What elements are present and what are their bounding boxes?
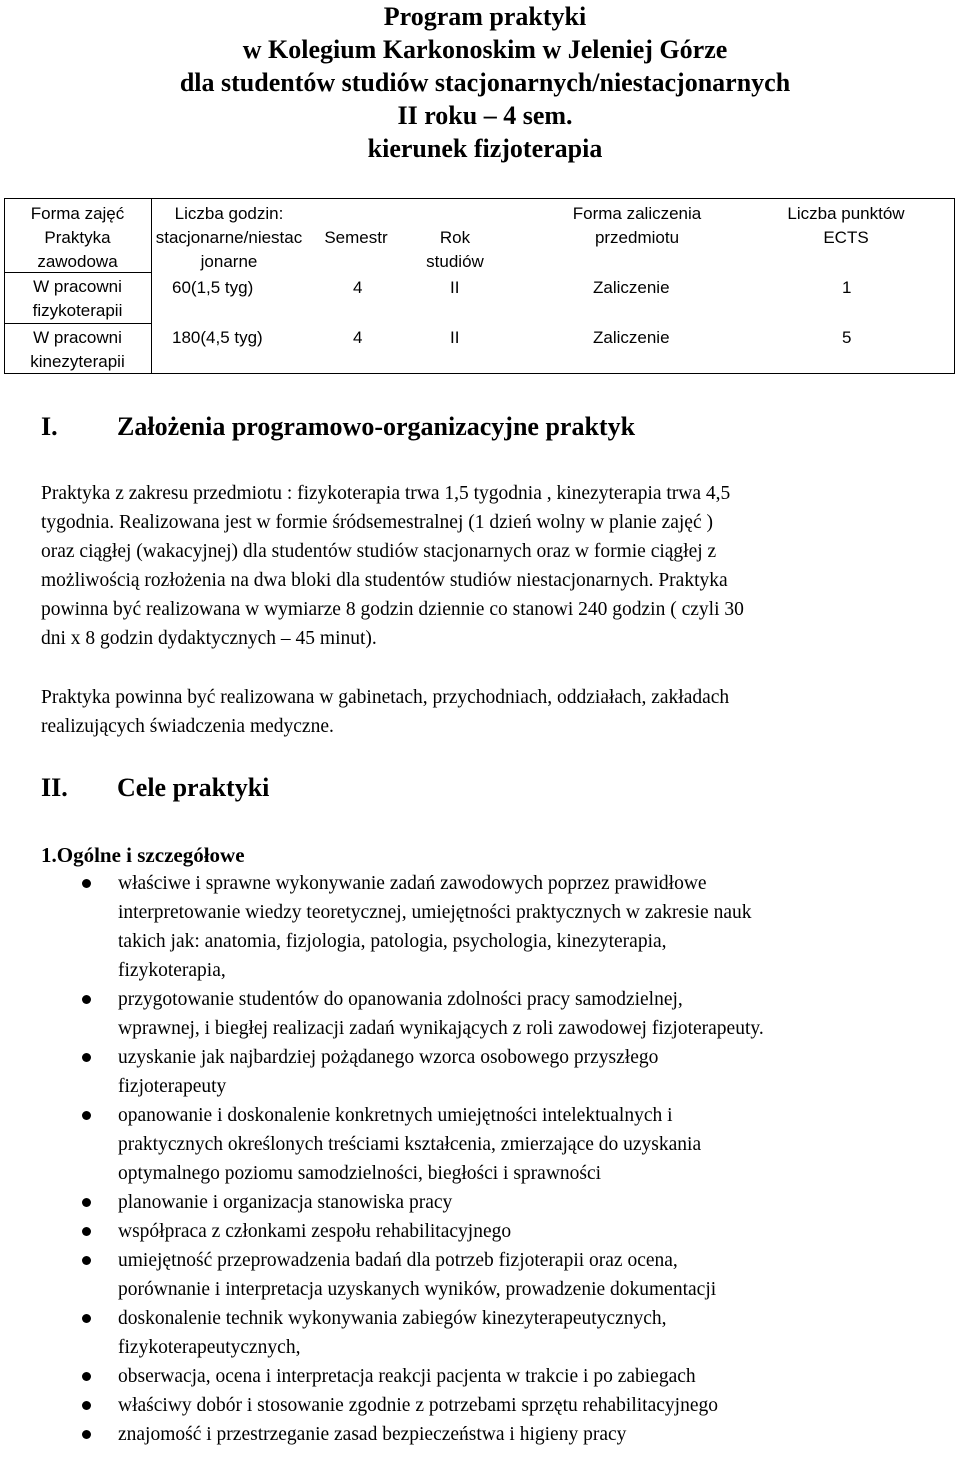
section-2-title: Cele praktyki (117, 773, 270, 802)
list-item-text: takich jak: anatomia, fizjologia, patologia, psychologia, kinezyterapia, (118, 931, 667, 952)
bullet-icon (82, 1198, 91, 1207)
bullet-icon (82, 1401, 91, 1410)
row1-zaliczenie: Zaliczenie (593, 278, 670, 297)
bullet-icon (82, 1372, 91, 1381)
goals-list (0, 869, 960, 1449)
title-line: w Kolegium Karkonoskim w Jeleniej Górze (242, 35, 728, 64)
list-item (0, 1188, 960, 1217)
row1-rok: II (450, 278, 460, 297)
table-border (4, 323, 152, 324)
list-item (0, 985, 960, 1043)
header-semestr: Semestr (324, 228, 388, 247)
list-item (0, 1362, 960, 1391)
section-1-title: Założenia programowo-organizacyjne praktyk (117, 412, 636, 441)
row1-semestr: 4 (353, 278, 363, 297)
bullet-icon (82, 1256, 91, 1265)
title-line: II roku – 4 sem. (397, 101, 573, 130)
header-godziny: Liczba godzin: stacjonarne/niestac jonarne (155, 204, 303, 271)
list-item-text: uzyskanie jak najbardziej pożądanego wzorca osobowego przyszłego (118, 1047, 659, 1068)
list-item-text: porównanie i interpretacja uzyskanych wyników, prowadzenie dokumentacji (118, 1279, 717, 1300)
bullet-icon (82, 1227, 91, 1236)
document-title (0, 0, 960, 165)
list-item-text: fizykoterapeutycznych, (118, 1337, 301, 1358)
title-line: kierunek fizjoterapia (367, 134, 603, 163)
list-item (0, 1246, 960, 1304)
list-item (0, 1217, 960, 1246)
bullet-icon (82, 1053, 91, 1062)
list-item-text: interpretowanie wiedzy teoretycznej, umiejętności praktycznych w zakresie nauk (118, 902, 752, 923)
bullet-icon (82, 879, 91, 888)
table-border (954, 198, 955, 374)
row2-rok: II (450, 328, 460, 347)
list-item-text: planowanie i organizacja stanowiska pracy (118, 1192, 453, 1213)
bullet-icon (82, 1111, 91, 1120)
list-item (0, 1043, 960, 1101)
row2-ects: 5 (842, 328, 852, 347)
list-item-text: praktycznych określonych treściami kształcenia, zmierzające do uzyskania (118, 1134, 702, 1155)
title-line: dla studentów studiów stacjonarnych/niestacjonarnych (179, 68, 791, 97)
section-1-paragraph-2: Praktyka powinna być realizowana w gabinetach, przychodniach, oddziałach, zakładach realizujących świadczenia medyczne. (41, 687, 730, 737)
table-border (4, 198, 955, 199)
list-item-text: wprawnej, i biegłej realizacji zadań wynikających z roli zawodowej fizjoterapeuty. (118, 1018, 764, 1039)
list-item-text: przygotowanie studentów do opanowania zdolności pracy samodzielnej, (118, 989, 683, 1010)
row1-forma: W pracowni fizykoterapii (32, 277, 123, 320)
list-item-text: opanowanie i doskonalenie konkretnych umiejętności intelektualnych i (118, 1105, 673, 1126)
row1-ects: 1 (842, 278, 852, 297)
list-item (0, 1420, 960, 1449)
list-item (0, 1304, 960, 1362)
list-item-text: fizykoterapia, (118, 960, 226, 981)
section-1-number: I. (41, 412, 58, 441)
list-item (0, 1101, 960, 1188)
bullet-icon (82, 995, 91, 1004)
row2-forma: W pracowni kinezyterapii (30, 328, 125, 371)
row2-zaliczenie: Zaliczenie (593, 328, 670, 347)
list-item-text: właściwy dobór i stosowanie zgodnie z potrzebami sprzętu rehabilitacyjnego (118, 1395, 718, 1416)
bullet-icon (82, 1430, 91, 1439)
list-item-text: optymalnego poziomu samodzielności, biegłości i sprawności (118, 1163, 602, 1184)
section-2-number: II. (41, 773, 68, 802)
section-2-heading (41, 772, 269, 804)
section-1-heading (41, 411, 635, 443)
list-item-text: fizjoterapeuty (118, 1076, 227, 1097)
header-zaliczenie: Forma zaliczenia przedmiotu (572, 204, 702, 247)
section-2-subtitle: 1.Ogólne i szczegółowe (41, 843, 245, 867)
header-ects: Liczba punktów ECTS (787, 204, 905, 247)
header-forma: Forma zajęć Praktyka zawodowa (30, 204, 125, 271)
list-item-text: doskonalenie technik wykonywania zabiegów kinezyterapeutycznych, (118, 1308, 667, 1329)
list-item (0, 1391, 960, 1420)
row2-semestr: 4 (353, 328, 363, 347)
list-item-text: znajomość i przestrzeganie zasad bezpieczeństwa i higieny pracy (118, 1424, 627, 1445)
row2-godziny: 180(4,5 tyg) (172, 328, 263, 347)
header-rok: Rok studiów (426, 228, 484, 271)
list-item-text: współpraca z członkami zespołu rehabilitacyjnego (118, 1221, 512, 1242)
list-item-text: umiejętność przeprowadzenia badań dla potrzeb fizjoterapii oraz ocena, (118, 1250, 678, 1271)
list-item (0, 869, 960, 985)
bullet-icon (82, 1314, 91, 1323)
section-1-paragraph-1: Praktyka z zakresu przedmiotu : fizykoterapia trwa 1,5 tygodnia , kinezyterapia trwa 4,5 tygodnia. Realizowana jest w formie śródsemestralnej (1 dzień wolny w planie zajęć ) oraz ciągłej (wakacyjnej) dla studentów studiów stacjonarnych oraz w formie ciągłej z możliwością rozłożenia na dwa bloki dla studentów studiów niestacjonarnych. Praktyka powinna być realizowana w wymiarze 8 godzin dziennie co stanowi 240 godzin ( czyli 30 dni x 8 godzin dydaktycznych – 45 minut). (41, 483, 744, 649)
row1-godziny: 60(1,5 tyg) (172, 278, 254, 297)
list-item-text: właściwe i sprawne wykonywanie zadań zawodowych poprzez prawidłowe (118, 873, 707, 894)
title-line: Program praktyki (383, 2, 587, 31)
list-item-text: obserwacja, ocena i interpretacja reakcji pacjenta w trakcie i po zabiegach (118, 1366, 696, 1387)
practice-table (4, 198, 955, 374)
